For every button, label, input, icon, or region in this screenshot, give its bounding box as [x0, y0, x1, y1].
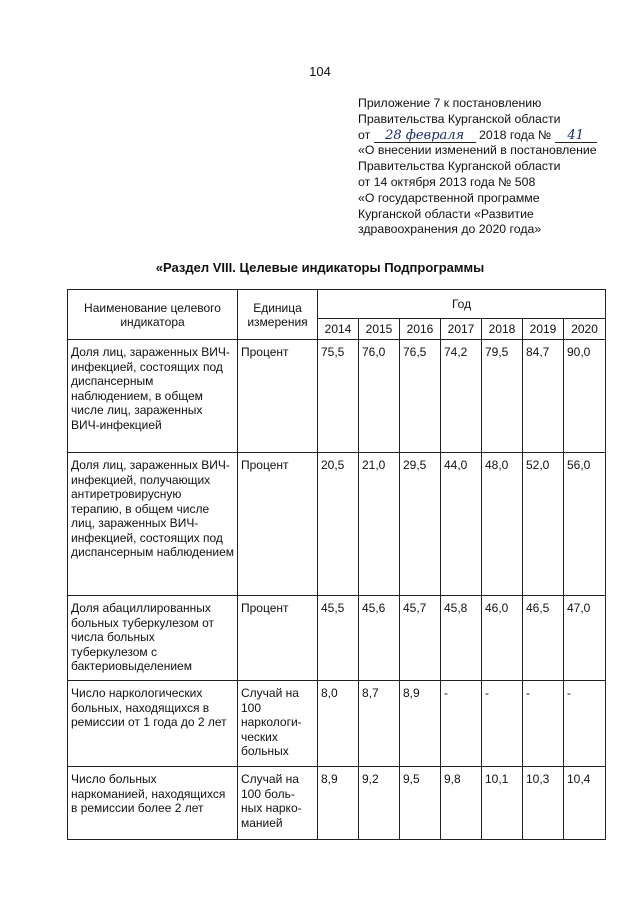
handwritten-number-field — [555, 129, 597, 143]
unit-cell: Процент — [238, 340, 318, 453]
indicator-name-cell: Число больных наркоманией, находящихся в ремиссии более 2 лет — [68, 767, 238, 840]
appendix-line: «О внесении изменений в постановление — [358, 143, 597, 158]
section-title: «Раздел VIII. Целевые индикаторы Подпрограммы — [155, 260, 485, 275]
value-cell: 10,3 — [523, 767, 564, 840]
value-cell: 45,6 — [359, 596, 400, 681]
value-cell: 45,7 — [400, 596, 441, 681]
appendix-block — [358, 96, 628, 238]
header-indicator-name: Наименование целевого индикатора — [68, 290, 238, 340]
table-row — [68, 596, 606, 681]
indicator-name-cell: Число наркологических больных, находящихся в ремиссии от 1 года до 2 лет — [68, 681, 238, 767]
value-cell: 20,5 — [318, 453, 359, 596]
value-cell: 44,0 — [441, 453, 482, 596]
appendix-date-line — [358, 128, 628, 144]
unit-cell: Случай на 100 наркологи-ческих больных — [238, 681, 318, 767]
value-cell: 45,5 — [318, 596, 359, 681]
header-year-cell: 2017 — [441, 319, 482, 340]
value-cell: - — [441, 681, 482, 767]
header-year-cell: 2014 — [318, 319, 359, 340]
value-cell: 75,5 — [318, 340, 359, 453]
indicator-table — [67, 289, 606, 840]
value-cell: 48,0 — [482, 453, 523, 596]
header-unit: Единица измерения — [238, 290, 318, 340]
value-cell: 84,7 — [523, 340, 564, 453]
handwritten-date-field — [374, 129, 476, 143]
appendix-year-label: 2018 года № — [479, 127, 552, 142]
appendix-line: Курганской области «Развитие — [358, 206, 534, 221]
appendix-line: от 14 октября 2013 года № 508 — [358, 174, 536, 189]
appendix-line: здравоохранения до 2020 года» — [358, 222, 542, 237]
value-cell: 9,2 — [359, 767, 400, 840]
value-cell: 9,8 — [441, 767, 482, 840]
value-cell: - — [523, 681, 564, 767]
handwritten-date: 28 февраля — [385, 127, 465, 143]
value-cell: 29,5 — [400, 453, 441, 596]
value-cell: 45,8 — [441, 596, 482, 681]
value-cell: - — [564, 681, 606, 767]
appendix-line: Приложение 7 к постановлению — [358, 96, 542, 110]
header-year-cell: 2016 — [400, 319, 441, 340]
header-year-cell: 2015 — [359, 319, 400, 340]
table-row — [68, 453, 606, 596]
value-cell: 46,5 — [523, 596, 564, 681]
appendix-from-label: от — [358, 127, 371, 142]
header-year: Год — [318, 290, 606, 319]
header-year-cell: 2018 — [482, 319, 523, 340]
value-cell: 8,9 — [318, 767, 359, 840]
value-cell: 76,5 — [400, 340, 441, 453]
appendix-line: «О государственной программе — [358, 190, 540, 205]
unit-cell: Случай на 100 боль-ных нарко-манией — [238, 767, 318, 840]
value-cell: 47,0 — [564, 596, 606, 681]
value-cell: 46,0 — [482, 596, 523, 681]
handwritten-number: 41 — [567, 127, 584, 143]
unit-cell: Процент — [238, 596, 318, 681]
header-year-cell: 2019 — [523, 319, 564, 340]
value-cell: 21,0 — [359, 453, 400, 596]
indicator-name-cell: Доля абациллированных больных туберкулезом от числа больных туберкулезом с бактериовыделением — [68, 596, 238, 681]
value-cell: 90,0 — [564, 340, 606, 453]
table-row — [68, 767, 606, 840]
appendix-line: Правительства Курганской области — [358, 159, 561, 174]
value-cell: - — [482, 681, 523, 767]
value-cell: 9,5 — [400, 767, 441, 840]
appendix-line: Правительства Курганской области — [358, 111, 561, 126]
table-row — [68, 681, 606, 767]
header-year-cell: 2020 — [564, 319, 606, 340]
value-cell: 8,7 — [359, 681, 400, 767]
value-cell: 10,4 — [564, 767, 606, 840]
value-cell: 79,5 — [482, 340, 523, 453]
value-cell: 52,0 — [523, 453, 564, 596]
page-number: 104 — [309, 64, 331, 79]
value-cell: 56,0 — [564, 453, 606, 596]
indicator-name-cell: Доля лиц, зараженных ВИЧ-инфекцией, состоящих под диспансерным наблюдением, в общем числе лиц, зараженных ВИЧ-инфекцией — [68, 340, 238, 453]
value-cell: 74,2 — [441, 340, 482, 453]
value-cell: 8,9 — [400, 681, 441, 767]
value-cell: 10,1 — [482, 767, 523, 840]
table-row — [68, 340, 606, 453]
unit-cell: Процент — [238, 453, 318, 596]
indicator-name-cell: Доля лиц, зараженных ВИЧ-инфекцией, получающих антиретровирусную терапию, в общем числе лиц, зараженных ВИЧ-инфекцией, состоящих под диспансерным наблюдением — [68, 453, 238, 596]
value-cell: 76,0 — [359, 340, 400, 453]
value-cell: 8,0 — [318, 681, 359, 767]
